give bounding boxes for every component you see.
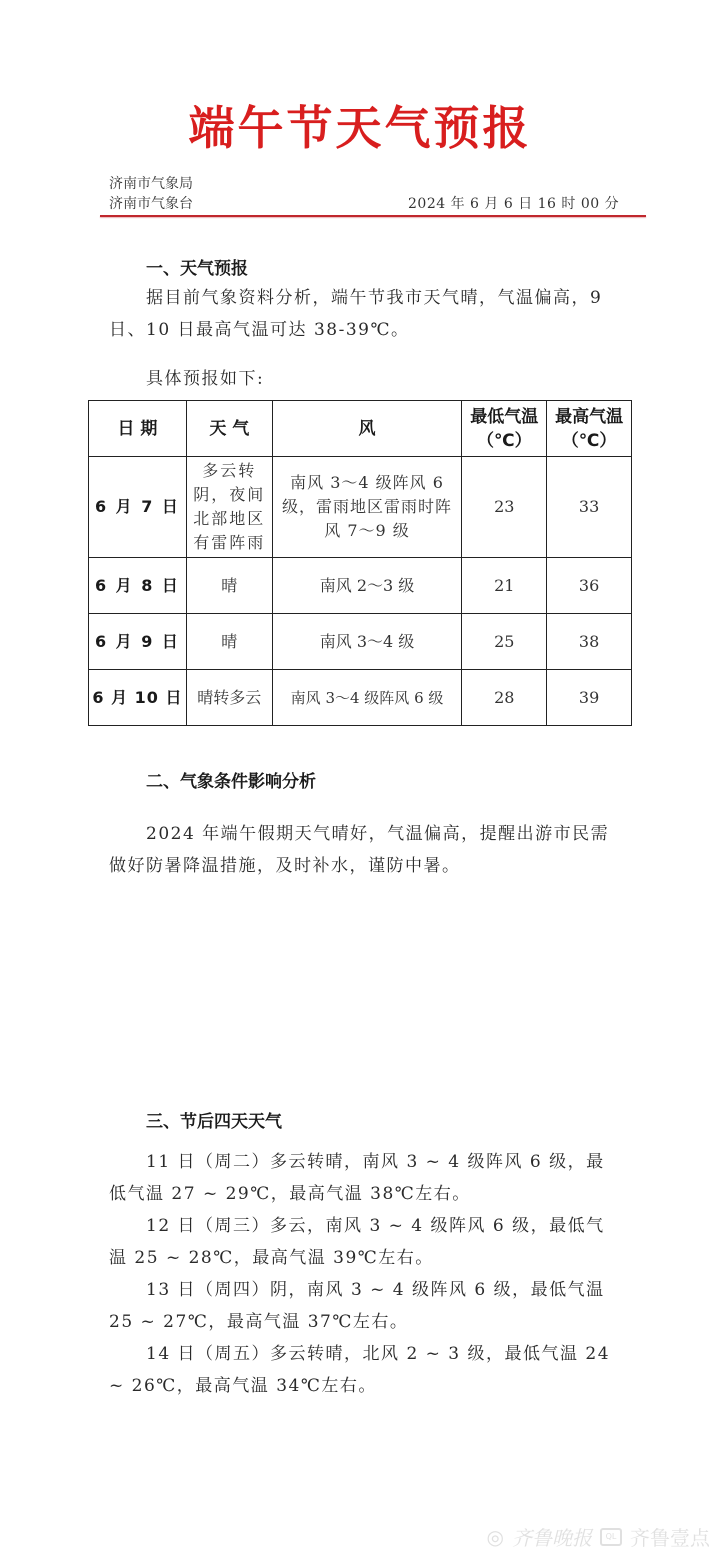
cell-max-temp: 36 xyxy=(547,558,632,614)
watermark-brand1: 齐鲁晚报 xyxy=(512,1526,592,1550)
issuer-observatory: 济南市气象台 xyxy=(109,196,193,212)
watermark xyxy=(487,1522,710,1551)
day-forecast-14: 14 日（周五）多云转晴，北风 2 ~ 3 级，最低气温 24 ~ 26℃，最高气温 34℃左右。 xyxy=(109,1344,611,1396)
swirl-logo-icon: ◎ xyxy=(486,1524,504,1549)
watermark-brand2: 齐鲁壹点 xyxy=(630,1526,710,1550)
header-wind: 风 xyxy=(272,401,462,457)
cell-max-temp: 39 xyxy=(547,670,632,726)
day-forecast-11: 11 日（周二）多云转晴，南风 3 ~ 4 级阵风 6 级，最低气温 27 ~ 29℃，最高气温 38℃左右。 xyxy=(109,1152,605,1204)
section3-heading: 三、节后四天天气 xyxy=(146,1112,282,1132)
cell-weather: 多云转阴，夜间北部地区有雷阵雨 xyxy=(186,457,272,558)
cell-wind: 南风 3～4 级阵风 6 级 xyxy=(272,670,462,726)
cell-date: 6 月 7 日 xyxy=(89,457,187,558)
cell-wind: 南风 3～4 级阵风 6 级，雷雨地区雷雨时阵风 7～9 级 xyxy=(272,457,462,558)
cell-max-temp: 33 xyxy=(547,457,632,558)
cell-weather: 晴 xyxy=(186,614,272,670)
table-row xyxy=(89,614,632,670)
cell-max-temp: 38 xyxy=(547,614,632,670)
header-max-temp: 最高气温（℃） xyxy=(547,401,632,457)
section2-paragraph: 2024 年端午假期天气晴好，气温偏高，提醒出游市民需做好防暑降温措施，及时补水，谨防中暑。 xyxy=(109,824,610,876)
app-logo-icon: QL xyxy=(600,1528,622,1546)
cell-min-temp: 21 xyxy=(462,558,547,614)
table-row xyxy=(89,670,632,726)
header-date: 日 期 xyxy=(89,401,187,457)
table-header-row xyxy=(89,401,632,457)
day-forecast-13: 13 日（周四）阴，南风 3 ~ 4 级阵风 6 级，最低气温 25 ~ 27℃，最高气温 37℃左右。 xyxy=(109,1280,605,1332)
header-min-temp: 最低气温（℃） xyxy=(462,401,547,457)
header-divider xyxy=(100,215,646,217)
cell-min-temp: 23 xyxy=(462,457,547,558)
day-forecast-12: 12 日（周三）多云，南风 3 ~ 4 级阵风 6 级，最低气温 25 ~ 28℃，最高气温 39℃左右。 xyxy=(109,1216,605,1268)
table-row xyxy=(89,457,632,558)
cell-wind: 南风 3～4 级 xyxy=(272,614,462,670)
forecast-table xyxy=(88,400,632,726)
document-title: 端午节天气预报 xyxy=(188,101,532,155)
section1-intro: 具体预报如下: xyxy=(146,369,265,389)
header-weather: 天 气 xyxy=(186,401,272,457)
cell-weather: 晴 xyxy=(186,558,272,614)
cell-weather: 晴转多云 xyxy=(186,670,272,726)
issuer-bureau: 济南市气象局 xyxy=(109,176,193,192)
section1-heading: 一、天气预报 xyxy=(146,259,248,279)
cell-date: 6 月 9 日 xyxy=(89,614,187,670)
cell-min-temp: 25 xyxy=(462,614,547,670)
section2-heading: 二、气象条件影响分析 xyxy=(146,772,316,792)
cell-min-temp: 28 xyxy=(462,670,547,726)
issue-time: 2024 年 6 月 6 日 16 时 00 分 xyxy=(408,196,620,212)
section1-paragraph: 据目前气象资料分析，端午节我市天气晴，气温偏高，9 日、10 日最高气温可达 38-39℃。 xyxy=(109,288,603,340)
cell-wind: 南风 2～3 级 xyxy=(272,558,462,614)
table-row xyxy=(89,558,632,614)
cell-date: 6 月 10 日 xyxy=(89,670,187,726)
cell-date: 6 月 8 日 xyxy=(89,558,187,614)
